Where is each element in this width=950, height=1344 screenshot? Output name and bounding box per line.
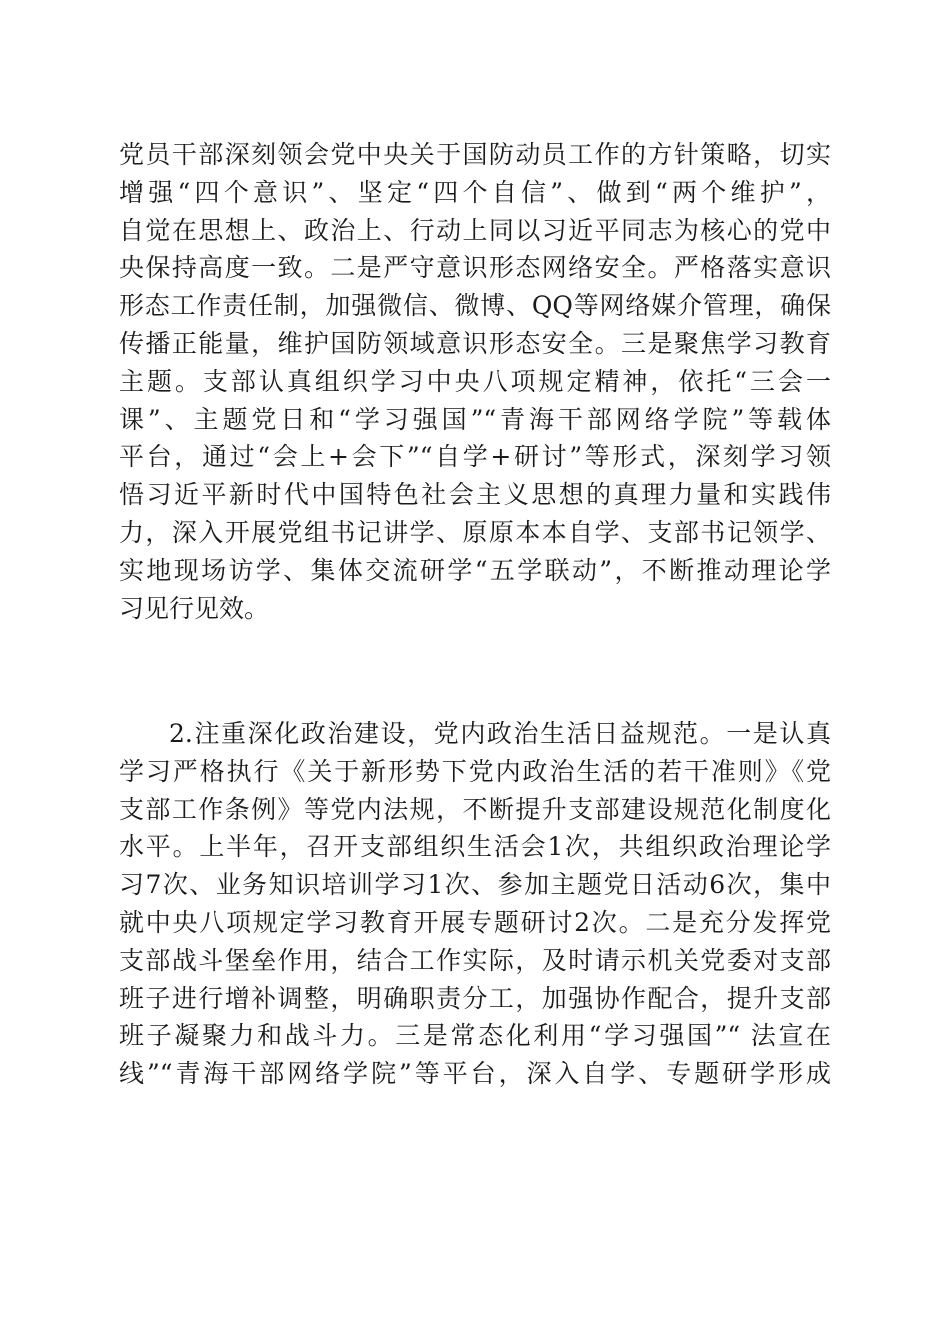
paragraph-line: 班子进行增补调整，明确职责分工，加强协作配合，提升支部 — [119, 983, 831, 1013]
paragraph-line: 习见行见效。 — [119, 593, 270, 623]
paragraph-line: 自觉在思想上、政治上、行动上同以习近平同志为核心的党中 — [119, 215, 831, 245]
paragraph-line: 班子凝聚力和战斗力。三是常态化利用“学习强国”“ 法宣在 — [119, 1021, 831, 1051]
paragraph-line: 学习严格执行《关于新形势下党内政治生活的若干准则》《党 — [119, 756, 831, 786]
paragraph-line: 就中央八项规定学习教育开展专题研讨2次。二是充分发挥党 — [119, 907, 831, 937]
paragraph-line: 增强“四个意识”、坚定“四个自信”、做到“两个维护”， — [119, 177, 831, 207]
paragraph-line: 党员干部深刻领会党中央关于国防动员工作的方针策略，切实 — [119, 140, 831, 169]
paragraph-line: 水平。上半年，召开支部组织生活会1次，共组织政治理论学 — [119, 832, 831, 862]
paragraph-line: 2.注重深化政治建设，党内政治生活日益规范。一是认真 — [169, 719, 831, 748]
paragraph-1 — [119, 136, 831, 627]
paragraph-2 — [119, 715, 831, 1093]
paragraph-line: 主题。支部认真组织学习中央八项规定精神，依托“三会一 — [119, 366, 831, 396]
paragraph-line: 悟习近平新时代中国特色社会主义思想的真理力量和实践伟 — [119, 480, 831, 510]
paragraph-line: 习7次、业务知识培训学习1次、参加主题党日活动6次，集中 — [119, 870, 831, 900]
paragraph-line: 支部工作条例》等党内法规，不断提升支部建设规范化制度化 — [119, 794, 831, 824]
paragraph-line: 线”“青海干部网络学院”等平台，深入自学、专题研学形成 — [119, 1059, 831, 1089]
paragraph-line: 形态工作责任制，加强微信、微博、QQ等网络媒介管理，确保 — [119, 291, 831, 321]
paragraph-line: 平台，通过“会上+会下”“自学+研讨”等形式，深刻学习领 — [119, 442, 831, 472]
paragraph-line: 央保持高度一致。二是严守意识形态网络安全。严格落实意识 — [119, 253, 831, 283]
paragraph-line: 支部战斗堡垒作用，结合工作实际，及时请示机关党委对支部 — [119, 945, 831, 975]
paragraph-line: 实地现场访学、集体交流研学“五学联动”，不断推动理论学 — [119, 555, 831, 585]
paragraph-line: 传播正能量，维护国防领域意识形态安全。三是聚焦学习教育 — [119, 328, 831, 358]
paragraph-line: 课”、主题党日和“学习强国”“青海干部网络学院”等载体 — [119, 404, 831, 434]
paragraph-line: 力，深入开展党组书记讲学、原原本本自学、支部书记领学、 — [119, 517, 831, 547]
